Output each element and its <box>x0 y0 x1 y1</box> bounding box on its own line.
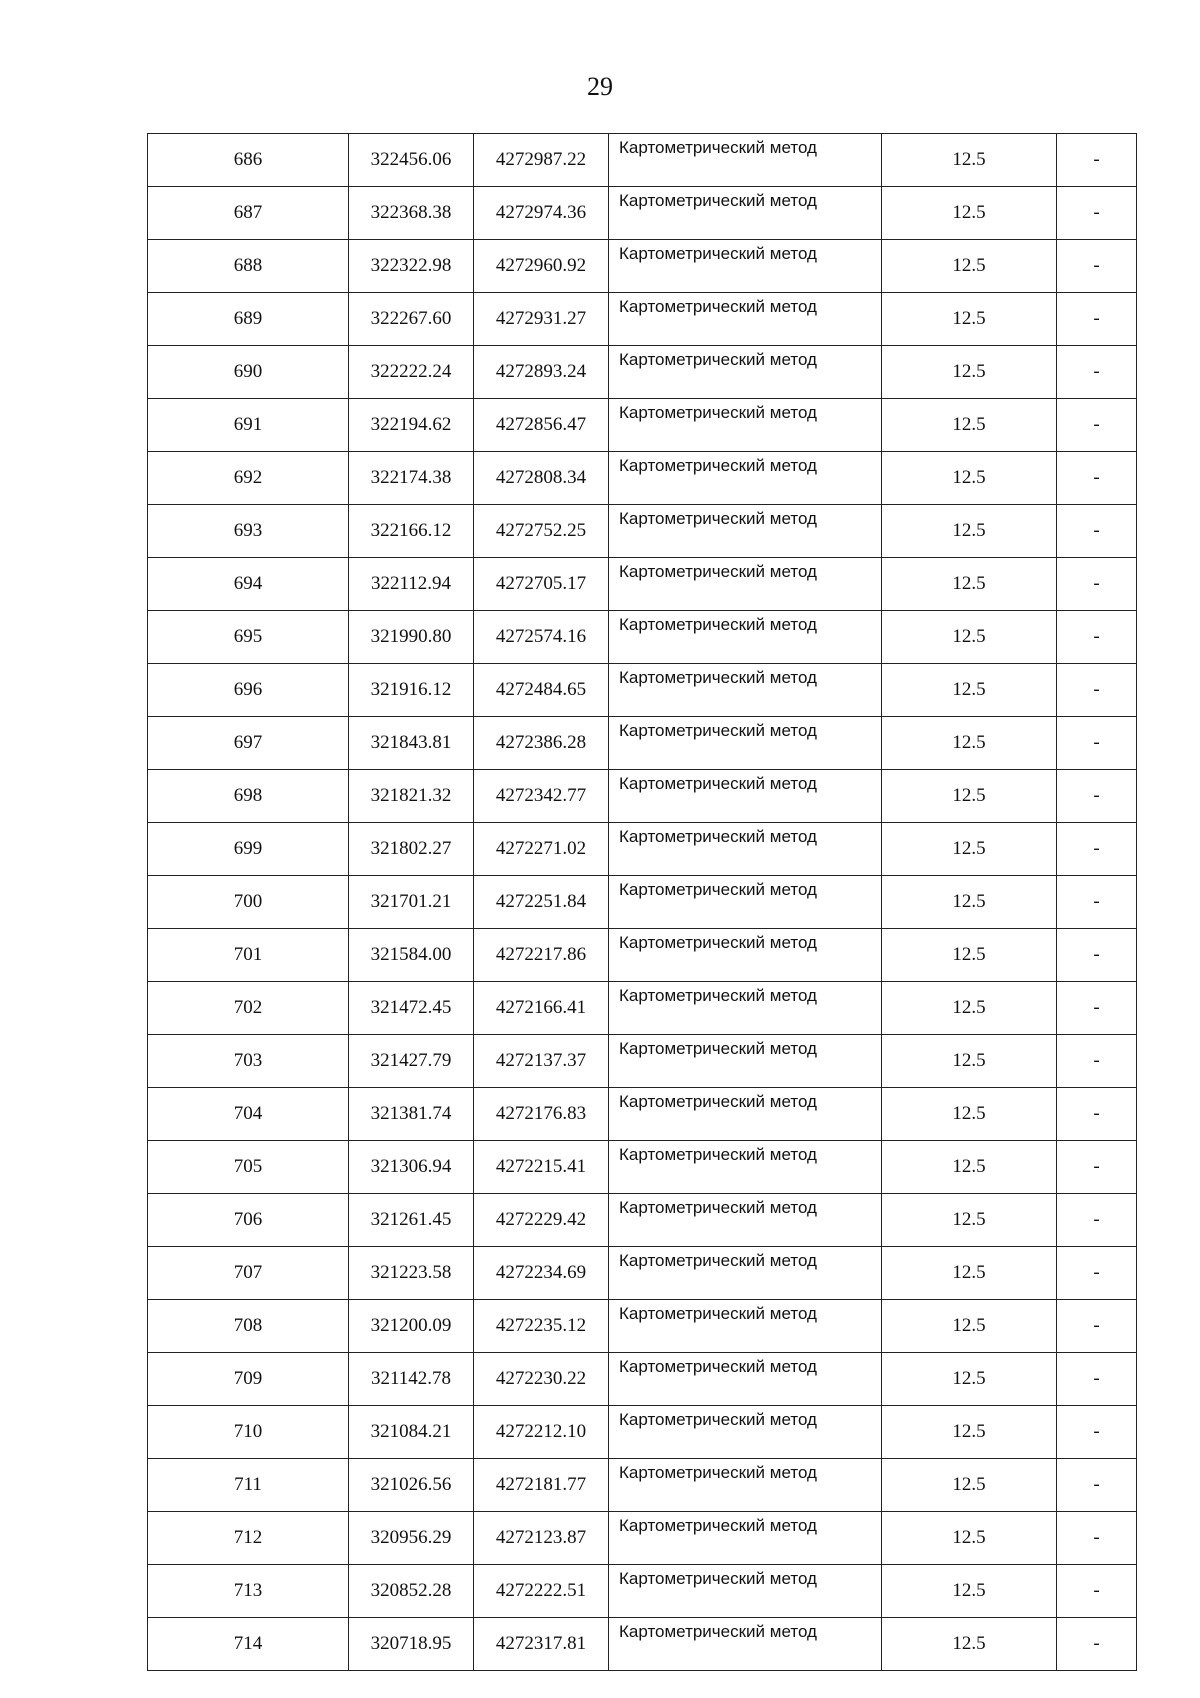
accuracy-cell: 12.5 <box>882 399 1057 452</box>
description-cell: - <box>1057 293 1137 346</box>
table-row <box>148 346 1137 399</box>
x-coordinate-cell: 321261.45 <box>349 1194 474 1247</box>
table-row <box>148 929 1137 982</box>
table-body <box>148 134 1137 1671</box>
table-row <box>148 1618 1137 1671</box>
method-cell: Картометрический метод <box>609 982 882 1035</box>
accuracy-cell: 12.5 <box>882 134 1057 187</box>
accuracy-cell: 12.5 <box>882 611 1057 664</box>
accuracy-cell: 12.5 <box>882 1618 1057 1671</box>
accuracy-cell: 12.5 <box>882 876 1057 929</box>
y-coordinate-cell: 4272808.34 <box>474 452 609 505</box>
accuracy-cell: 12.5 <box>882 1459 1057 1512</box>
method-cell: Картометрический метод <box>609 1459 882 1512</box>
point-number-cell: 700 <box>148 876 349 929</box>
x-coordinate-cell: 321381.74 <box>349 1088 474 1141</box>
table-row <box>148 1459 1137 1512</box>
x-coordinate-cell: 322456.06 <box>349 134 474 187</box>
method-cell: Картометрический метод <box>609 1088 882 1141</box>
y-coordinate-cell: 4272974.36 <box>474 187 609 240</box>
description-cell: - <box>1057 1247 1137 1300</box>
y-coordinate-cell: 4272317.81 <box>474 1618 609 1671</box>
y-coordinate-cell: 4272342.77 <box>474 770 609 823</box>
accuracy-cell: 12.5 <box>882 1141 1057 1194</box>
description-cell: - <box>1057 1565 1137 1618</box>
x-coordinate-cell: 321142.78 <box>349 1353 474 1406</box>
accuracy-cell: 12.5 <box>882 1300 1057 1353</box>
point-number-cell: 691 <box>148 399 349 452</box>
description-cell: - <box>1057 982 1137 1035</box>
x-coordinate-cell: 321990.80 <box>349 611 474 664</box>
point-number-cell: 710 <box>148 1406 349 1459</box>
accuracy-cell: 12.5 <box>882 1353 1057 1406</box>
point-number-cell: 696 <box>148 664 349 717</box>
x-coordinate-cell: 321472.45 <box>349 982 474 1035</box>
description-cell: - <box>1057 1406 1137 1459</box>
point-number-cell: 705 <box>148 1141 349 1194</box>
x-coordinate-cell: 322368.38 <box>349 187 474 240</box>
description-cell: - <box>1057 1194 1137 1247</box>
accuracy-cell: 12.5 <box>882 823 1057 876</box>
x-coordinate-cell: 321821.32 <box>349 770 474 823</box>
description-cell: - <box>1057 929 1137 982</box>
y-coordinate-cell: 4272230.22 <box>474 1353 609 1406</box>
y-coordinate-cell: 4272893.24 <box>474 346 609 399</box>
description-cell: - <box>1057 1035 1137 1088</box>
description-cell: - <box>1057 346 1137 399</box>
x-coordinate-cell: 322174.38 <box>349 452 474 505</box>
coordinates-table <box>147 133 1137 1671</box>
point-number-cell: 707 <box>148 1247 349 1300</box>
method-cell: Картометрический метод <box>609 823 882 876</box>
description-cell: - <box>1057 1618 1137 1671</box>
description-cell: - <box>1057 1141 1137 1194</box>
x-coordinate-cell: 321802.27 <box>349 823 474 876</box>
accuracy-cell: 12.5 <box>882 240 1057 293</box>
y-coordinate-cell: 4272235.12 <box>474 1300 609 1353</box>
description-cell: - <box>1057 717 1137 770</box>
y-coordinate-cell: 4272271.02 <box>474 823 609 876</box>
table-row <box>148 1512 1137 1565</box>
point-number-cell: 694 <box>148 558 349 611</box>
x-coordinate-cell: 320852.28 <box>349 1565 474 1618</box>
point-number-cell: 708 <box>148 1300 349 1353</box>
point-number-cell: 713 <box>148 1565 349 1618</box>
method-cell: Картометрический метод <box>609 1300 882 1353</box>
y-coordinate-cell: 4272234.69 <box>474 1247 609 1300</box>
accuracy-cell: 12.5 <box>882 293 1057 346</box>
description-cell: - <box>1057 611 1137 664</box>
accuracy-cell: 12.5 <box>882 717 1057 770</box>
point-number-cell: 698 <box>148 770 349 823</box>
description-cell: - <box>1057 876 1137 929</box>
point-number-cell: 687 <box>148 187 349 240</box>
method-cell: Картометрический метод <box>609 1618 882 1671</box>
description-cell: - <box>1057 1300 1137 1353</box>
page-number: 29 <box>587 72 613 101</box>
description-cell: - <box>1057 558 1137 611</box>
point-number-cell: 699 <box>148 823 349 876</box>
y-coordinate-cell: 4272484.65 <box>474 664 609 717</box>
accuracy-cell: 12.5 <box>882 770 1057 823</box>
method-cell: Картометрический метод <box>609 187 882 240</box>
description-cell: - <box>1057 505 1137 558</box>
accuracy-cell: 12.5 <box>882 1512 1057 1565</box>
method-cell: Картометрический метод <box>609 1512 882 1565</box>
accuracy-cell: 12.5 <box>882 558 1057 611</box>
method-cell: Картометрический метод <box>609 346 882 399</box>
method-cell: Картометрический метод <box>609 1035 882 1088</box>
accuracy-cell: 12.5 <box>882 505 1057 558</box>
x-coordinate-cell: 321584.00 <box>349 929 474 982</box>
x-coordinate-cell: 322112.94 <box>349 558 474 611</box>
accuracy-cell: 12.5 <box>882 1194 1057 1247</box>
table-row <box>148 611 1137 664</box>
y-coordinate-cell: 4272705.17 <box>474 558 609 611</box>
point-number-cell: 701 <box>148 929 349 982</box>
accuracy-cell: 12.5 <box>882 1247 1057 1300</box>
point-number-cell: 689 <box>148 293 349 346</box>
method-cell: Картометрический метод <box>609 876 882 929</box>
point-number-cell: 703 <box>148 1035 349 1088</box>
accuracy-cell: 12.5 <box>882 1406 1057 1459</box>
table-row <box>148 1088 1137 1141</box>
method-cell: Картометрический метод <box>609 558 882 611</box>
y-coordinate-cell: 4272166.41 <box>474 982 609 1035</box>
description-cell: - <box>1057 1512 1137 1565</box>
x-coordinate-cell: 321843.81 <box>349 717 474 770</box>
table-row <box>148 134 1137 187</box>
point-number-cell: 695 <box>148 611 349 664</box>
table-row <box>148 1300 1137 1353</box>
accuracy-cell: 12.5 <box>882 346 1057 399</box>
method-cell: Картометрический метод <box>609 611 882 664</box>
table-row <box>148 1141 1137 1194</box>
point-number-cell: 702 <box>148 982 349 1035</box>
x-coordinate-cell: 322166.12 <box>349 505 474 558</box>
method-cell: Картометрический метод <box>609 134 882 187</box>
table-row <box>148 664 1137 717</box>
table-row <box>148 558 1137 611</box>
table-row <box>148 1247 1137 1300</box>
accuracy-cell: 12.5 <box>882 187 1057 240</box>
point-number-cell: 704 <box>148 1088 349 1141</box>
point-number-cell: 690 <box>148 346 349 399</box>
method-cell: Картометрический метод <box>609 240 882 293</box>
description-cell: - <box>1057 1353 1137 1406</box>
x-coordinate-cell: 321916.12 <box>349 664 474 717</box>
y-coordinate-cell: 4272217.86 <box>474 929 609 982</box>
method-cell: Картометрический метод <box>609 770 882 823</box>
y-coordinate-cell: 4272229.42 <box>474 1194 609 1247</box>
x-coordinate-cell: 321306.94 <box>349 1141 474 1194</box>
accuracy-cell: 12.5 <box>882 1088 1057 1141</box>
method-cell: Картометрический метод <box>609 664 882 717</box>
table-row <box>148 452 1137 505</box>
x-coordinate-cell: 321701.21 <box>349 876 474 929</box>
x-coordinate-cell: 322194.62 <box>349 399 474 452</box>
y-coordinate-cell: 4272856.47 <box>474 399 609 452</box>
method-cell: Картометрический метод <box>609 929 882 982</box>
table-row <box>148 770 1137 823</box>
table-row <box>148 1035 1137 1088</box>
point-number-cell: 692 <box>148 452 349 505</box>
y-coordinate-cell: 4272137.37 <box>474 1035 609 1088</box>
y-coordinate-cell: 4272212.10 <box>474 1406 609 1459</box>
y-coordinate-cell: 4272752.25 <box>474 505 609 558</box>
description-cell: - <box>1057 1459 1137 1512</box>
y-coordinate-cell: 4272251.84 <box>474 876 609 929</box>
method-cell: Картометрический метод <box>609 505 882 558</box>
accuracy-cell: 12.5 <box>882 929 1057 982</box>
accuracy-cell: 12.5 <box>882 1035 1057 1088</box>
method-cell: Картометрический метод <box>609 399 882 452</box>
x-coordinate-cell: 322322.98 <box>349 240 474 293</box>
accuracy-cell: 12.5 <box>882 452 1057 505</box>
method-cell: Картометрический метод <box>609 1353 882 1406</box>
x-coordinate-cell: 322222.24 <box>349 346 474 399</box>
y-coordinate-cell: 4272215.41 <box>474 1141 609 1194</box>
method-cell: Картометрический метод <box>609 452 882 505</box>
description-cell: - <box>1057 823 1137 876</box>
table-row <box>148 717 1137 770</box>
description-cell: - <box>1057 770 1137 823</box>
description-cell: - <box>1057 664 1137 717</box>
method-cell: Картометрический метод <box>609 293 882 346</box>
y-coordinate-cell: 4272386.28 <box>474 717 609 770</box>
table-row <box>148 1194 1137 1247</box>
table-row <box>148 1406 1137 1459</box>
y-coordinate-cell: 4272931.27 <box>474 293 609 346</box>
y-coordinate-cell: 4272181.77 <box>474 1459 609 1512</box>
x-coordinate-cell: 320718.95 <box>349 1618 474 1671</box>
accuracy-cell: 12.5 <box>882 1565 1057 1618</box>
point-number-cell: 709 <box>148 1353 349 1406</box>
method-cell: Картометрический метод <box>609 1247 882 1300</box>
y-coordinate-cell: 4272960.92 <box>474 240 609 293</box>
point-number-cell: 714 <box>148 1618 349 1671</box>
x-coordinate-cell: 321223.58 <box>349 1247 474 1300</box>
table-row <box>148 187 1137 240</box>
x-coordinate-cell: 321084.21 <box>349 1406 474 1459</box>
accuracy-cell: 12.5 <box>882 982 1057 1035</box>
point-number-cell: 711 <box>148 1459 349 1512</box>
point-number-cell: 693 <box>148 505 349 558</box>
y-coordinate-cell: 4272987.22 <box>474 134 609 187</box>
method-cell: Картометрический метод <box>609 1406 882 1459</box>
point-number-cell: 697 <box>148 717 349 770</box>
table-row <box>148 399 1137 452</box>
x-coordinate-cell: 321200.09 <box>349 1300 474 1353</box>
table-row <box>148 876 1137 929</box>
table-row <box>148 1353 1137 1406</box>
method-cell: Картометрический метод <box>609 1194 882 1247</box>
description-cell: - <box>1057 134 1137 187</box>
method-cell: Картометрический метод <box>609 1565 882 1618</box>
x-coordinate-cell: 320956.29 <box>349 1512 474 1565</box>
point-number-cell: 706 <box>148 1194 349 1247</box>
table-row <box>148 293 1137 346</box>
x-coordinate-cell: 321427.79 <box>349 1035 474 1088</box>
description-cell: - <box>1057 399 1137 452</box>
x-coordinate-cell: 321026.56 <box>349 1459 474 1512</box>
description-cell: - <box>1057 452 1137 505</box>
table-row <box>148 982 1137 1035</box>
y-coordinate-cell: 4272176.83 <box>474 1088 609 1141</box>
table-row <box>148 505 1137 558</box>
point-number-cell: 688 <box>148 240 349 293</box>
table-row <box>148 240 1137 293</box>
description-cell: - <box>1057 240 1137 293</box>
accuracy-cell: 12.5 <box>882 664 1057 717</box>
description-cell: - <box>1057 187 1137 240</box>
table-row <box>148 823 1137 876</box>
y-coordinate-cell: 4272222.51 <box>474 1565 609 1618</box>
table-row <box>148 1565 1137 1618</box>
method-cell: Картометрический метод <box>609 717 882 770</box>
method-cell: Картометрический метод <box>609 1141 882 1194</box>
y-coordinate-cell: 4272574.16 <box>474 611 609 664</box>
point-number-cell: 686 <box>148 134 349 187</box>
point-number-cell: 712 <box>148 1512 349 1565</box>
y-coordinate-cell: 4272123.87 <box>474 1512 609 1565</box>
description-cell: - <box>1057 1088 1137 1141</box>
x-coordinate-cell: 322267.60 <box>349 293 474 346</box>
